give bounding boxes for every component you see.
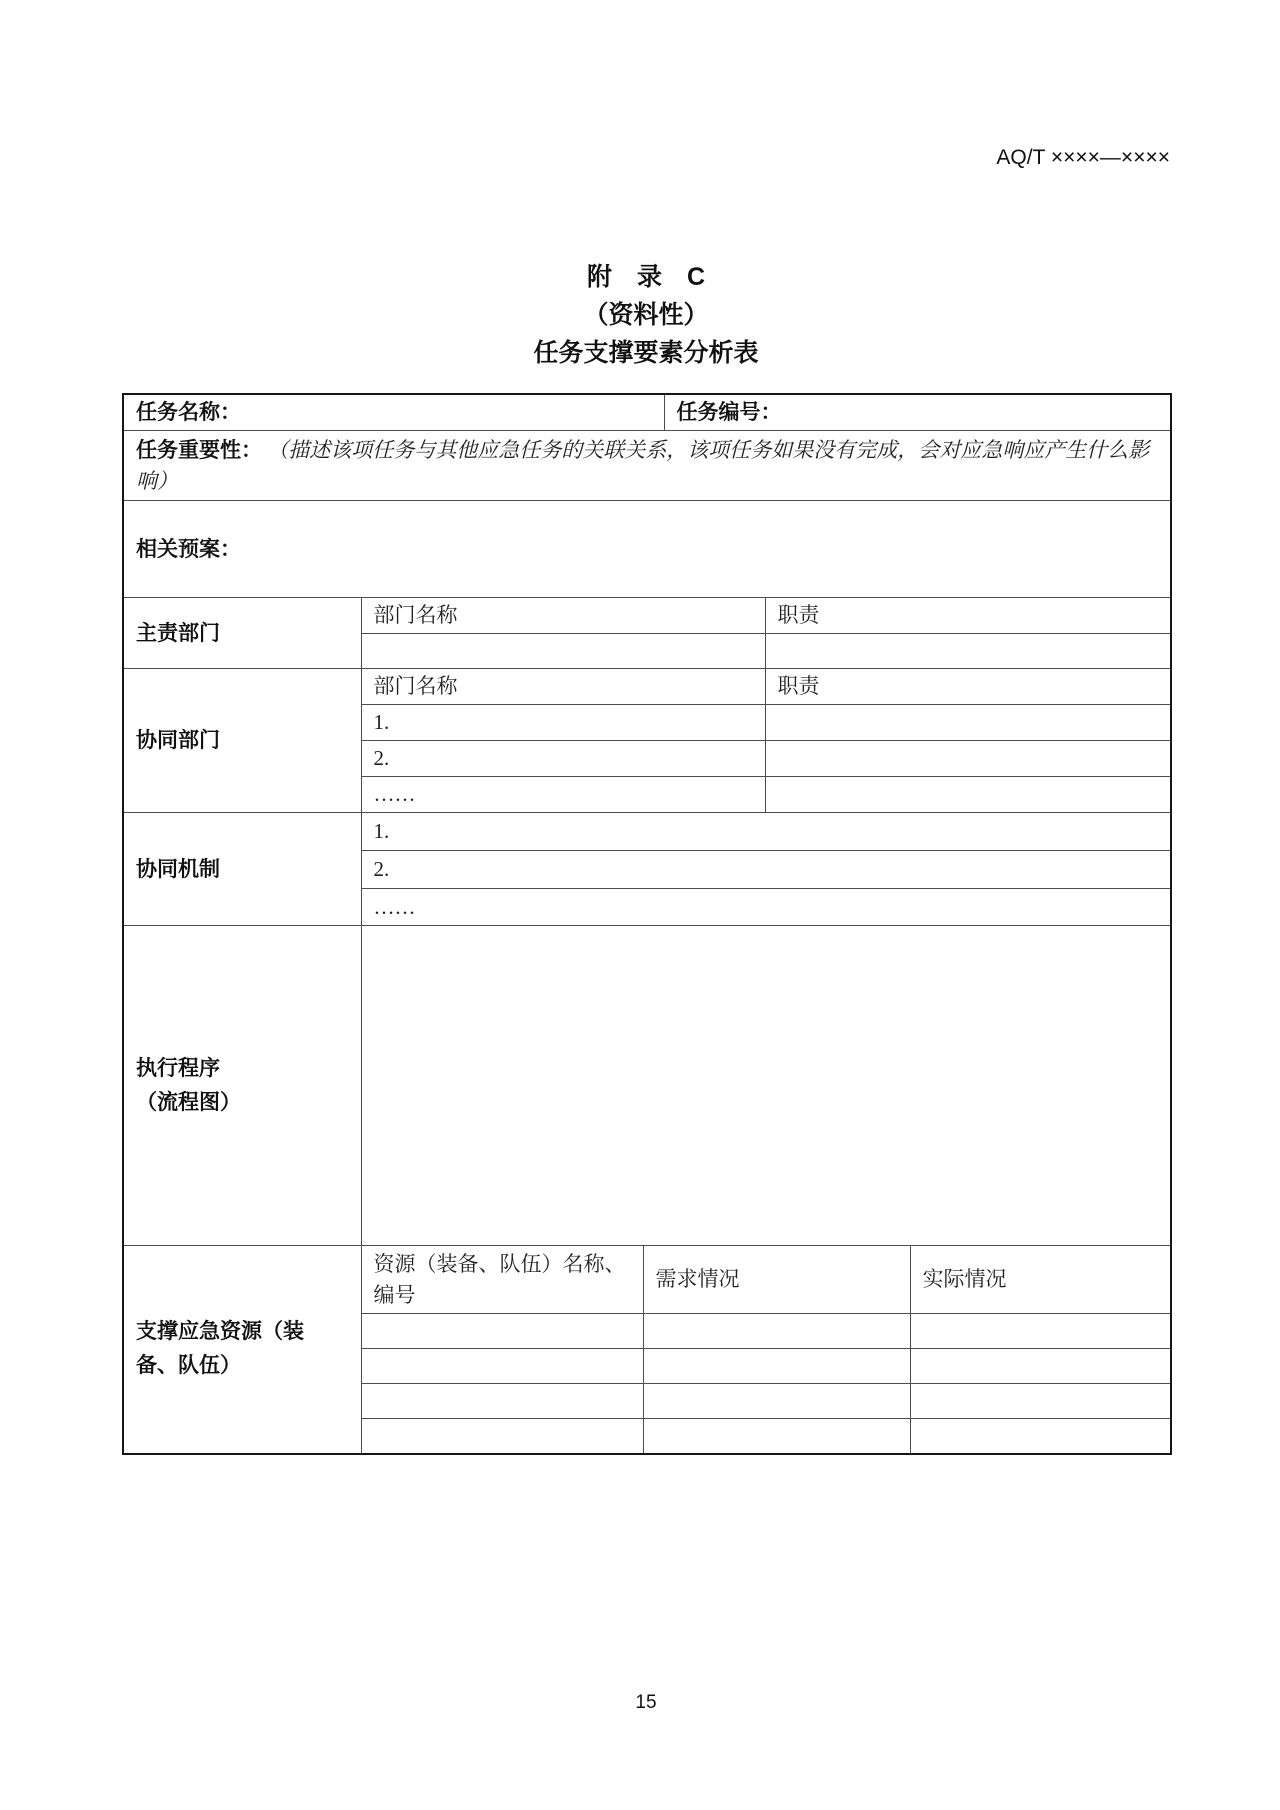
cell-exec-procedure-label xyxy=(123,926,361,1246)
task-importance-label: 任务重要性： xyxy=(136,438,262,462)
cell-task-importance xyxy=(123,431,1171,501)
cell-exec-procedure-content xyxy=(361,926,1171,1246)
cell-coop-dept-duty-header: 职责 xyxy=(765,669,1171,705)
cell-resources-need-blank-4 xyxy=(643,1419,910,1454)
appendix-heading: 附 录 C xyxy=(586,263,706,291)
cell-lead-dept-name-header: 部门名称 xyxy=(361,598,765,634)
cell-lead-dept-duty-blank xyxy=(765,634,1171,669)
cell-resources-name-header xyxy=(361,1246,643,1314)
resources-name-header-line1: 资源（装备、队伍）名称、 xyxy=(373,1251,626,1276)
task-id-label: 任务编号： xyxy=(676,401,782,424)
cell-coop-dept-label: 协同部门 xyxy=(123,669,361,813)
cell-resources-actual-blank-2 xyxy=(910,1349,1171,1384)
cell-resources-name-blank-3 xyxy=(361,1384,643,1419)
appendix-title-block xyxy=(122,258,1170,372)
resources-name-header-line2: 编号 xyxy=(373,1282,416,1307)
cell-resources-actual-header: 实际情况 xyxy=(910,1246,1171,1314)
cell-coop-mech-label: 协同机制 xyxy=(123,813,361,926)
cell-coop-dept-duty-2 xyxy=(765,741,1171,777)
cell-resources-actual-blank-4 xyxy=(910,1419,1171,1454)
cell-resources-actual-blank-3 xyxy=(910,1384,1171,1419)
cell-task-id xyxy=(664,394,1171,431)
cell-coop-mech-item-1: 1. xyxy=(361,813,1171,851)
cell-coop-dept-item-2: 2. xyxy=(361,741,765,777)
cell-task-name xyxy=(123,394,664,431)
cell-lead-dept-name-blank xyxy=(361,634,765,669)
cell-coop-mech-item-etc: …… xyxy=(361,889,1171,926)
cell-coop-dept-name-header: 部门名称 xyxy=(361,669,765,705)
standard-doc-code: AQ/T ××××—×××× xyxy=(996,146,1170,169)
page-number: 15 xyxy=(635,1692,657,1713)
cell-resources-name-blank-2 xyxy=(361,1349,643,1384)
cell-resources-need-blank-3 xyxy=(643,1384,910,1419)
cell-resources-need-header: 需求情况 xyxy=(643,1246,910,1314)
task-support-analysis-table xyxy=(122,393,1172,1455)
cell-related-plans xyxy=(123,501,1171,598)
cell-coop-dept-item-1: 1. xyxy=(361,705,765,741)
table-title: 任务支撑要素分析表 xyxy=(533,339,759,367)
task-name-label: 任务名称： xyxy=(136,401,241,424)
cell-lead-dept-duty-header: 职责 xyxy=(765,598,1171,634)
cell-coop-dept-duty-etc xyxy=(765,777,1171,813)
related-plans-label: 相关预案： xyxy=(136,537,241,561)
resources-label-line2: 备、队伍） xyxy=(136,1354,241,1378)
cell-resources-actual-blank-1 xyxy=(910,1314,1171,1349)
cell-coop-dept-duty-1 xyxy=(765,705,1171,741)
appendix-type: （资料性） xyxy=(583,301,709,329)
cell-resources-need-blank-2 xyxy=(643,1349,910,1384)
task-importance-note: （描述该项任务与其他应急任务的关联关系，该项任务如果没有完成，会对应急响应产生什么影响） xyxy=(136,437,1150,493)
cell-coop-mech-item-2: 2. xyxy=(361,851,1171,889)
cell-resources-need-blank-1 xyxy=(643,1314,910,1349)
cell-resources-name-blank-4 xyxy=(361,1419,643,1454)
cell-resources-label xyxy=(123,1246,361,1454)
cell-resources-name-blank-1 xyxy=(361,1314,643,1349)
resources-label-line1: 支撑应急资源（装 xyxy=(136,1320,304,1344)
cell-lead-dept-label: 主责部门 xyxy=(123,598,361,669)
exec-procedure-label-line2: （流程图） xyxy=(136,1090,241,1114)
cell-coop-dept-item-etc: …… xyxy=(361,777,765,813)
exec-procedure-label-line1: 执行程序 xyxy=(136,1056,220,1080)
